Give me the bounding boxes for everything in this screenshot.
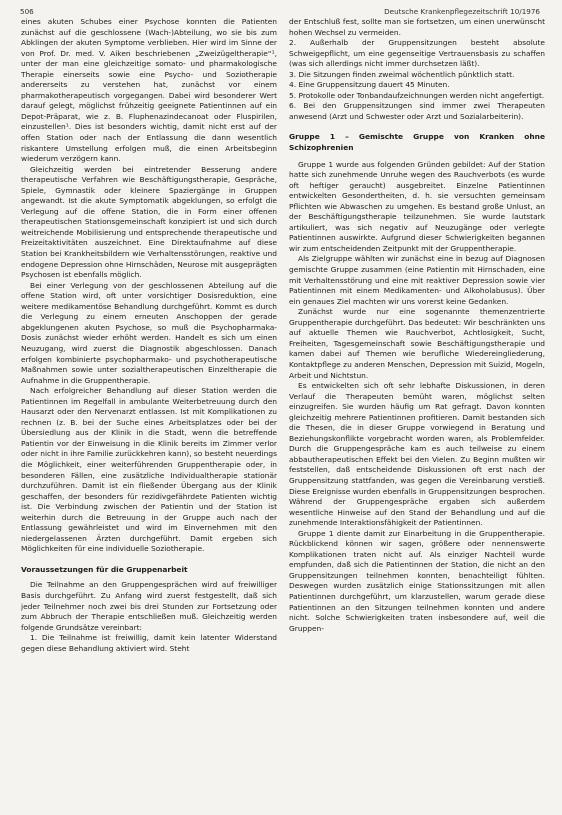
numbered-item: 5. Protokolle oder Tonbandaufzeichnungen werden nicht angefertigt. xyxy=(289,90,545,100)
body-paragraph: eines akuten Schubes einer Psychose konnten die Patienten zunächst auf die geschlossene (Wach-)Abteilung, wo sie bis zum Abklingen der akuten Symptome verblieben. Hier wird im Sinne der von Prof. Dr. med. V. Aiken beschriebenen „Zweizügeltherapie“¹, unter der man eine gleichzeitige somato- und pharmakologische Therapie einerseits sowie eine Psycho- und Soziotherapie andererseits zu verstehen hat, zunächst vor einem pharmakotherapeutisch vorgegangen. Dabei wird besonderer Wert darauf gelegt, möglichst frühzeitig geeignete Patientinnen auf ein Depot-Präparat, wie z. B. Fluphenazindecanoat oder Fluspirilen, einzustellen¹. Dies ist besonders wichtig, damit nicht erst auf der offen Station oder nach der Entlassung die dann wesentlich riskantere Umstellung erfolgen muß, die einen Arbeitsbeginn wiederum verzögern kann. xyxy=(21,17,277,164)
right-column xyxy=(289,17,545,815)
body-paragraph: Die Teilnahme an den Gruppengesprächen wird auf freiwilliger Basis durchgeführt. Zu Anfang wird zuerst festgestellt, daß sich jeder Teilnehmer noch zwei bis drei Stunden zur Fortsetzung oder zum Abbruch der Therapie entschließen muß. Gleichzeitig werden folgende Grundsätze vereinbart: xyxy=(21,580,277,632)
numbered-item: 4. Eine Gruppensitzung dauert 45 Minuten. xyxy=(289,80,450,90)
numbered-item: 3. Die Sitzungen finden zweimal wöchentlich pünktlich statt. xyxy=(289,69,515,79)
page-number: 506 xyxy=(20,7,34,16)
numbered-item: 6. Bei den Gruppensitzungen sind immer zwei Therapeuten anwesend (Arzt und Schwester oder Arzt und Sozialarbeiterin). xyxy=(289,101,545,121)
numbered-item: 2. Außerhalb der Gruppensitzungen besteht absolute Schweigepflicht, um eine gegenseitige Vertrauensbasis zu schaffen (was sich allerdings nicht immer durchsetzen läßt). xyxy=(289,38,545,69)
left-column xyxy=(21,17,277,815)
body-paragraph: Gruppe 1 wurde aus folgenden Gründen gebildet: Auf der Station hatte sich zunehmende Unruhe wegen des Rauchverbots (es wurde oft heftiger geraucht) ausgebreitet. Einzelne Patientinnen entwickelten Gesondertheiten, d. h. sie versuchten gemeinsam Pflichten wie Abwaschen zu umgehen. Es bestand große Unlust, an der Beschäftigungstherapie teilzunehmen. Sie wurde lautstark artikuliert, was sich negativ auf Neuzugänge oder verlegte Patientinnen auswirkte. Aufgrund dieser Schwierigkeiten begannen wir zum entscheidenden Zeitpunkt mit der Gruppentherapie. xyxy=(289,159,545,253)
body-paragraph: Es entwickelten sich oft sehr lebhafte Diskussionen, in deren Verlauf die Therapeuten bemüht waren, möglichst selten einzugreifen. Sie wurden häufig um Rat gefragt. Davon konnten gleichzeitig mehrere Patientinnen profitieren. Damit bestanden sich die Thesen, die in dieser Gruppe vorwiegend in Beratung und Beziehungskonflikte vorgebracht worden waren, als Problemfelder. Durch die Gruppengespräche kam es auch teilweise zu einem abbautherapeutischen Effekt bei den Vielen. Zu Beginn mußten wir feststellen, daß entscheidende Diskussionen oft erst nach der Gruppensitzung stattfanden, was gegen die Vereinbarung verstieß. Diese Ereignisse wurden ebenfalls in Gruppensitzungen besprochen. Während der Gruppengespräche ergaben sich außerdem wesentliche Hinweise auf den Stand der Behandlung und auf die zunehmende Interaktionsfähigkeit der Patientinnen. xyxy=(289,381,545,528)
body-paragraph: Zunächst wurde nur eine sogenannte themenzentrierte Gruppentherapie durchgeführt. Das bedeutet: Wir beschränkten uns auf aktuelle Themen wie Rauchverbot, Achtlosigkeit, Sucht, Freiheiten, Tagesgemeinschaft sowie Beschäftigungstherapie und kamen dabei auf Themen wie berufliche Wiedereingliederung, Kontaktpflege zu anderen Menschen, Depression mit Suizid, Mogeln, Arbeit und Nichtstun. xyxy=(289,307,545,380)
section-heading-group-1: Gruppe 1 – Gemischte Gruppe von Kranken ohne Schizophrenien xyxy=(289,132,545,153)
numbered-item: 1. Die Teilnahme ist freiwillig, damit kein latenter Widerstand gegen diese Behandlung aktiviert wird. Steht xyxy=(21,633,277,653)
body-paragraph: Bei einer Verlegung von der geschlossenen Abteilung auf die offene Station wird, oft unter vorsichtiger Dosisreduktion, eine weitere medikamentöse Behandlung durchgeführt. Kommt es durch die Verlegung zu einem erneuten Anschoppen der gerade abgeklungenen akuten Psychose, so muß die Psychopharmaka-Dosis zunächst wieder erhöht werden. Handelt es sich um einen Neuzugang, wird zuerst die Diagnostik abgeschlossen. Danach erfolgen kombinierte psychopharmako- und psychotherapeutische Maßnahmen sowie unter sozialtherapeutischen Einzeltherapie die Aufnahme in die Gruppentherapie. xyxy=(21,280,277,385)
journal-reference: Deutsche Krankenpflegezeitschrift 10/1976 xyxy=(384,7,540,16)
body-paragraph: Nach erfolgreicher Behandlung auf dieser Station werden die Patientinnen im Regelfall in ambulante Weiterbetreuung durch den Hausarzt oder den Nervenarzt entlassen. Ist mit Komplikationen zu rechnen (z. B. bei der Suche eines Arbeitsplatzes oder bei der Übersiedlung aus der Klinik in die Stadt, wenn die betreffende Patientin vor der Einweisung in die Klinik bereits im Zimmer verlor oder nicht in ihre Familie zurückkehren kann), so besteht neuerdings die Möglichkeit, einer weiterführenden Gruppentherapie oder, in besonderen Fällen, eine zusätzliche Individualtherapie stationär durchzuführen. Damit ist ein fließender Übergang aus der Klinik geschaffen, der besonders für rezidivgefährdete Patienten wichtig ist. Die Verbindung zwischen der Patientin und der Station ist weiterhin durch die Betreuung in der Gruppe auch nach der Entlassung gewährleistet und wird im Einvernehmen mit den niedergelassenen Ärzten durchgeführt. Damit ergeben sich Möglichkeiten für eine individuelle Soziotherapie. xyxy=(21,386,277,554)
body-paragraph: Gruppe 1 diente damit zur Einarbeitung in die Gruppentherapie. Rückblickend können wir sagen, größere oder nennenswerte Komplikationen traten nicht auf. Als einziger Nachteil wurde empfunden, daß sich die Patientinnen der Station, die nicht an den Gruppensitzungen teilnehmen konnten, benachteiligt fühlten. Deswegen wurden zusätzlich einige Stationssitzungen mit allen Patientinnen durchgeführt, um klarzustellen, warum gerade diese Patientinnen an den Sitzungen teilnehmen konnten und andere nicht. Solche Schwierigkeiten traten insbesondere auf, weil die Gruppen- xyxy=(289,528,545,633)
body-paragraph: Gleichzeitig werden bei eintretender Besserung andere therapeutische Verfahren wie Beschäftigungstherapie, Gespräche, Spiele, Gymnastik oder kleinere Spaziergänge in Gruppen angewandt. Ist die akute Symptomatik abgeklungen, so erfolgt die Verlegung auf die offene Station, die in Form einer offenen therapeutischen Stationsgemeinschaft konzipiert ist und sich durch weitreichende Mobilisierung und entsprechende therapeutische und Freizeitaktivitäten auszeichnet. Eine Direktaufnahme auf diese Station bei Krankheitsbildern wie Verhaltensstörungen, reaktive und endogene Depression ohne Hirnschäden, Neurose mit ausgeprägten Psychosen ist ebenfalls möglich. xyxy=(21,164,277,280)
body-paragraph: der Entschluß fest, sollte man sie fortsetzen, um einen unerwünscht hohen Wechsel zu vermeiden. xyxy=(289,17,545,37)
page-header xyxy=(14,4,548,18)
section-heading-prerequisites: Voraussetzungen für die Gruppenarbeit xyxy=(21,564,188,574)
numbered-list xyxy=(289,38,545,122)
body-paragraph: Als Zielgruppe wählten wir zunächst eine in bezug auf Diagnosen gemischte Gruppe zusammen (eine Patientin mit Hirnschaden, eine mit Verhaltensstörung und eine mit reaktiver Depression sowie vier Patientinnen mit einem Medikamenten- und Alkoholabusus). Über ein genaues Ziel machten wir uns vorerst keine Gedanken. xyxy=(289,254,545,306)
